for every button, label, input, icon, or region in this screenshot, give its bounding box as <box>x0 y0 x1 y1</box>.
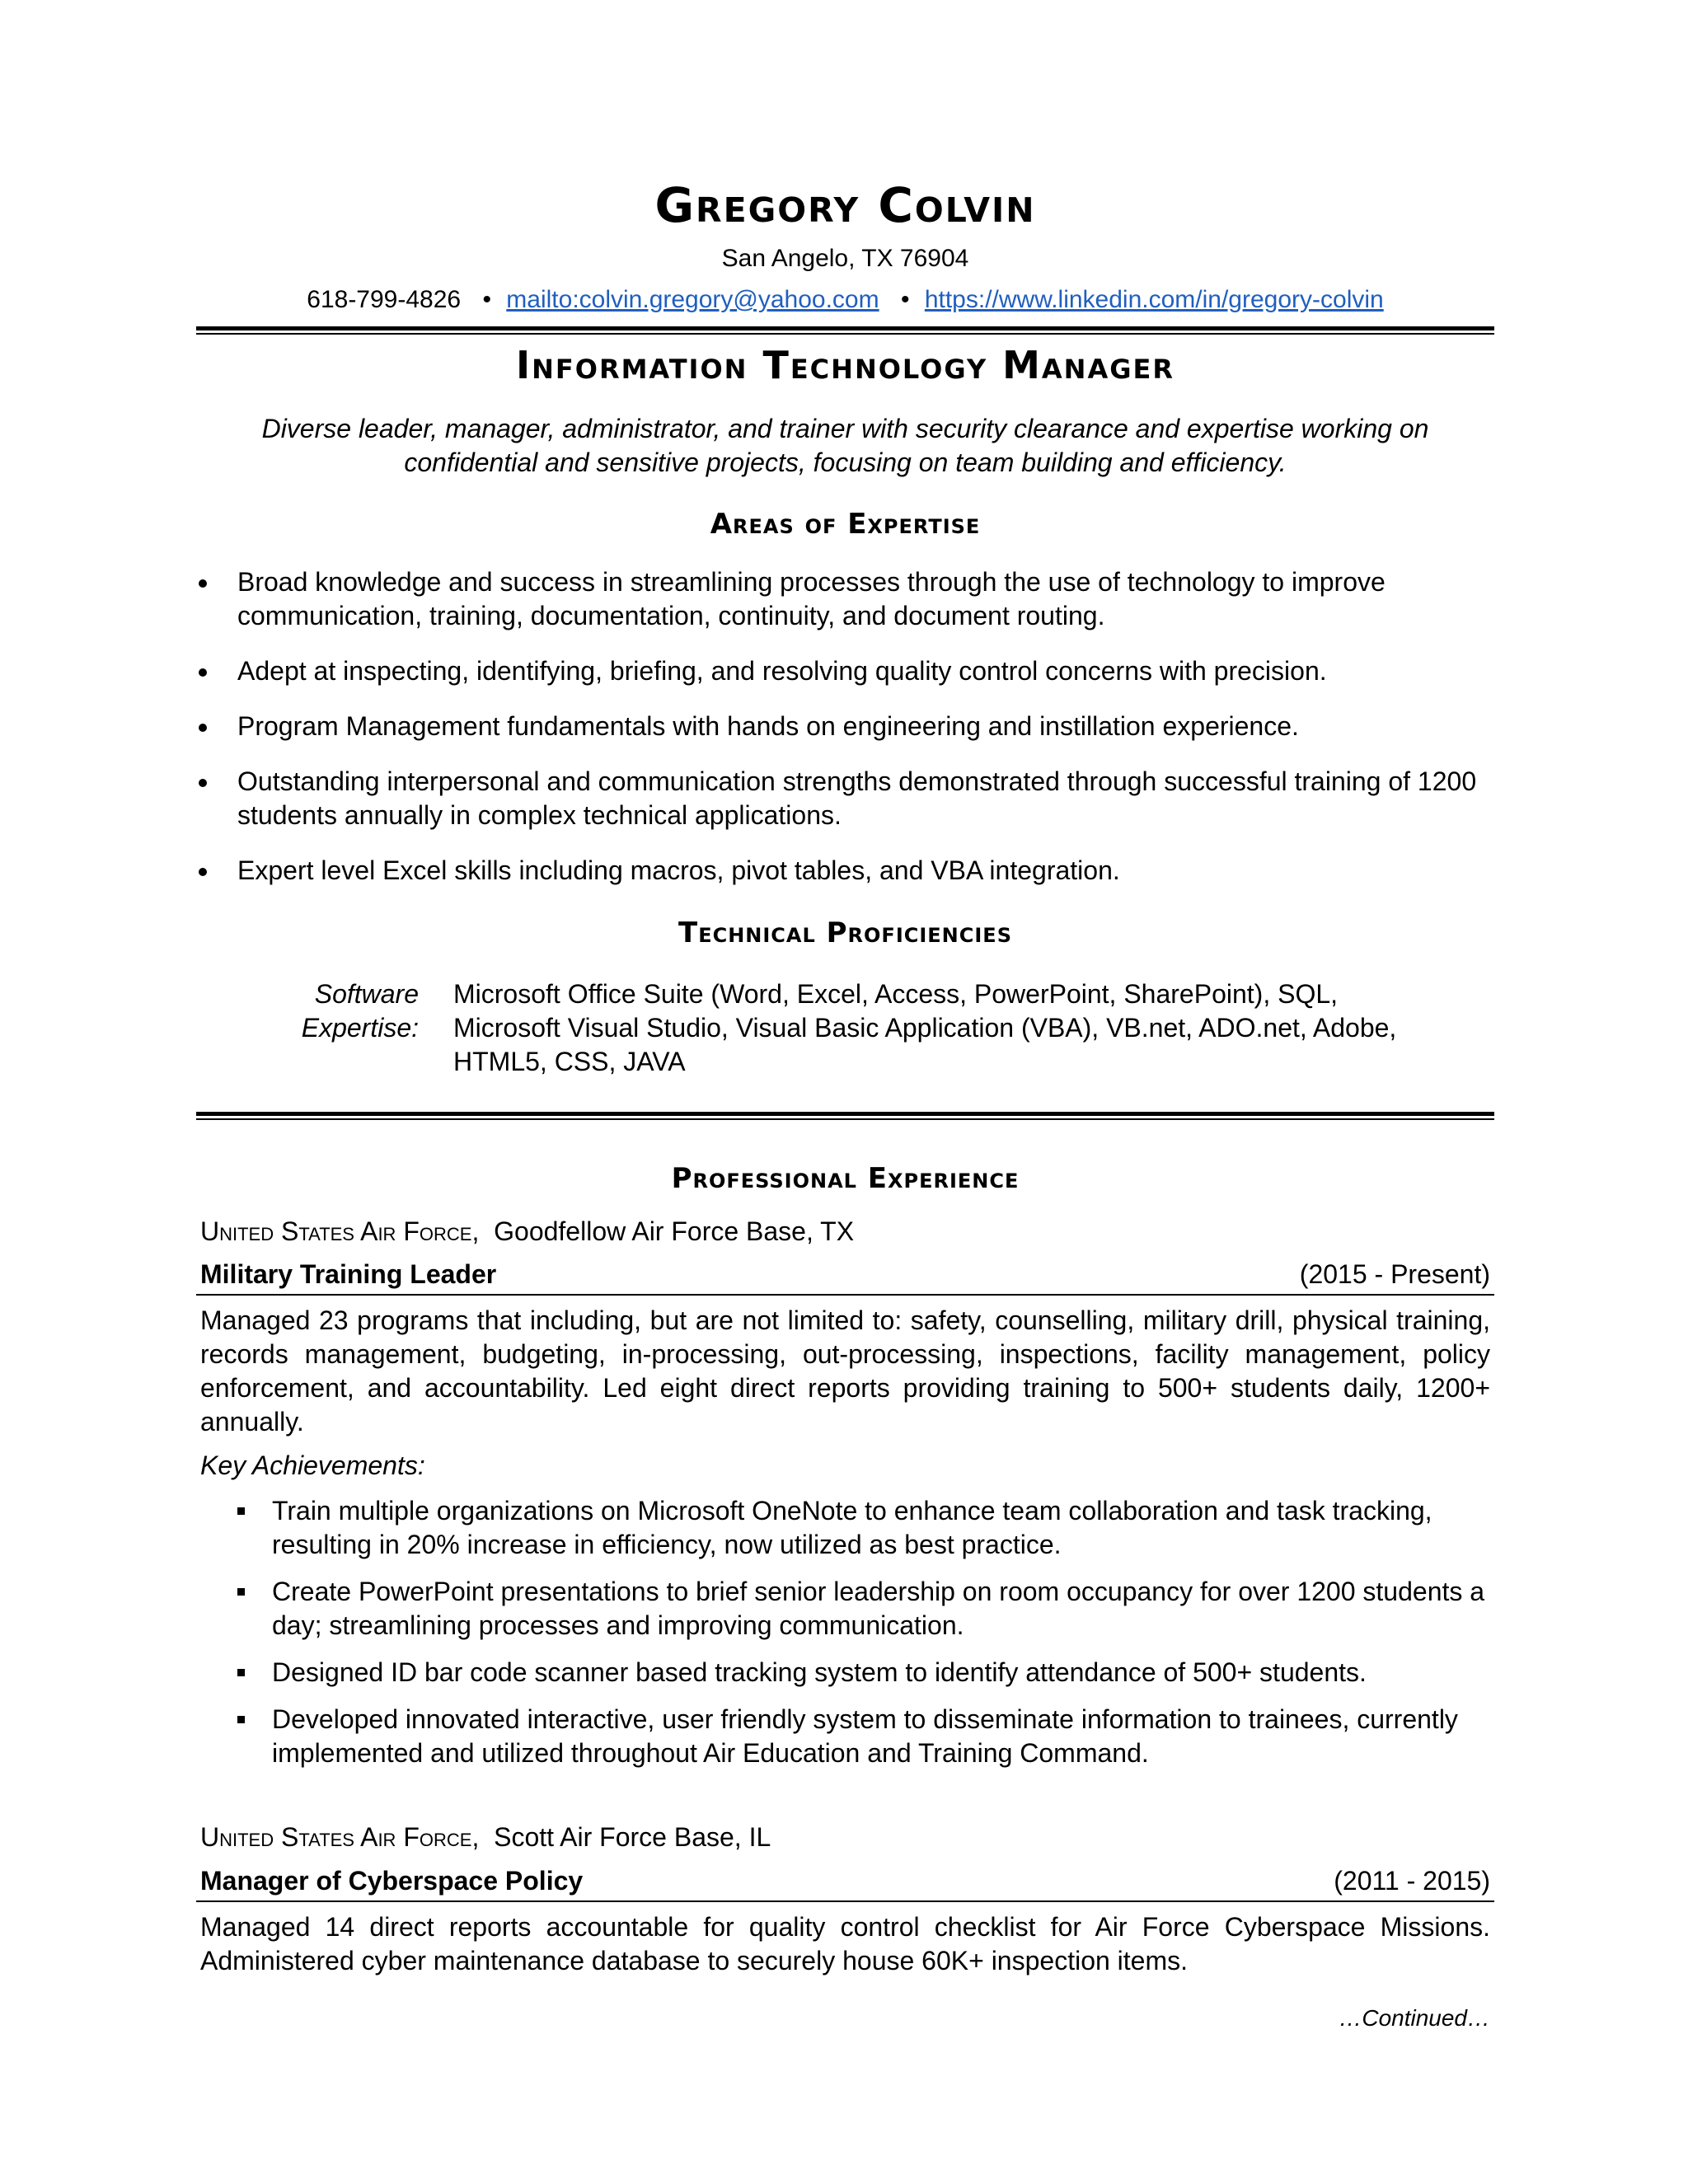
list-item-text: Developed innovated interactive, user friendly system to disseminate information to trainees, currently implemented and utilized throughout Air Education and Training Command. <box>272 1704 1458 1768</box>
list-item-text: Train multiple organizations on Microsoft OneNote to enhance team collaboration and task tracking, resulting in 20% increase in efficiency, now utilized as best practice. <box>272 1496 1432 1559</box>
job-employer: United States Air Force, Scott Air Force Base, IL <box>200 1822 771 1852</box>
technical-label-line: Expertise: <box>301 1013 419 1043</box>
job-description: Managed 14 direct reports accountable for quality control checklist for Air Force Cyberspace Missions. Administered cyber maintenance database to securely house 60K+ inspection items. <box>200 1912 1490 1975</box>
bullet-icon <box>199 868 207 876</box>
bullet-icon <box>199 579 207 588</box>
section-divider <box>196 1112 1494 1120</box>
role-divider <box>196 1900 1494 1902</box>
experience-heading: Professional Experience <box>671 1162 1020 1195</box>
list-item-text: Create PowerPoint presentations to brief senior leadership on room occupancy for over 1200 students a day; streamlining processes and improving communication. <box>272 1577 1485 1640</box>
list-item <box>196 1703 1494 1770</box>
square-bullet-icon <box>237 1716 245 1723</box>
header-divider <box>196 326 1494 335</box>
separator-bullet: • <box>900 286 910 313</box>
list-item-text: Outstanding interpersonal and communication strengths demonstrated through successful training of 1200 students annually in complex technical applications. <box>237 766 1477 830</box>
list-item <box>196 710 1494 743</box>
job-dates: (2011 - 2015) <box>1334 1866 1490 1896</box>
headline-title: Information Technology Manager <box>515 343 1175 387</box>
expertise-heading: Areas of Expertise <box>710 508 981 541</box>
role-divider <box>196 1294 1494 1296</box>
summary-line: confidential and sensitive projects, focusing on team building and efficiency. <box>404 448 1287 477</box>
contact-line <box>196 285 1494 315</box>
list-item-text: Adept at inspecting, identifying, briefing, and resolving quality control concerns with precision. <box>237 656 1327 686</box>
summary-text <box>196 412 1494 480</box>
list-item-text: Program Management fundamentals with hands on engineering and instillation experience. <box>237 711 1299 741</box>
list-item-text: Designed ID bar code scanner based tracking system to identify attendance of 500+ students. <box>272 1657 1367 1687</box>
job-description: Managed 23 programs that including, but are not limited to: safety, counselling, military drill, physical training, records management, budgeting, in-processing, out-processing, inspections, facility management, policy enforcement, and accountability. Led eight direct reports providing training to 500+ students daily, 1200+ annually. <box>200 1305 1490 1436</box>
technical-label <box>254 977 419 1045</box>
candidate-address: San Angelo, TX 76904 <box>721 245 969 272</box>
job-dates: (2015 - Present) <box>1299 1259 1490 1289</box>
list-item <box>196 654 1494 688</box>
bullet-icon <box>199 779 207 787</box>
candidate-name: Gregory Colvin <box>654 177 1036 233</box>
job-role-row <box>200 1258 1490 1290</box>
job-title: Manager of Cyberspace Policy <box>200 1866 584 1896</box>
square-bullet-icon <box>237 1669 245 1676</box>
bullet-icon <box>199 724 207 732</box>
technical-heading: Technical Proficiencies <box>678 916 1012 949</box>
expertise-list <box>196 565 1494 909</box>
list-item <box>196 1575 1494 1643</box>
email-link[interactable]: mailto:colvin.gregory@yahoo.com <box>506 286 879 313</box>
technical-value: Microsoft Office Suite (Word, Excel, Access, PowerPoint, SharePoint), SQL, Microsoft Visual Studio, Visual Basic Application (VBA), VB.net, ADO.net, Adobe, HTML5, CSS, JAVA <box>453 979 1397 1076</box>
list-item-text: Expert level Excel skills including macros, pivot tables, and VBA integration. <box>237 855 1120 885</box>
technical-label-line: Software <box>314 979 419 1009</box>
square-bullet-icon <box>237 1507 245 1515</box>
list-item <box>196 1494 1494 1562</box>
achievements-list <box>196 1494 1494 1783</box>
summary-line: Diverse leader, manager, administrator, and trainer with security clearance and expertise working on <box>261 414 1429 443</box>
job-role-row <box>200 1865 1490 1896</box>
list-item <box>196 854 1494 888</box>
list-item <box>196 765 1494 832</box>
job-employer: United States Air Force, Goodfellow Air Force Base, TX <box>200 1216 855 1246</box>
employer-location: Goodfellow Air Force Base, TX <box>494 1216 855 1246</box>
square-bullet-icon <box>237 1588 245 1596</box>
linkedin-link[interactable]: https://www.linkedin.com/in/gregory-colvin <box>924 286 1384 313</box>
list-item <box>196 1656 1494 1690</box>
employer-name: United States Air Force <box>200 1216 472 1246</box>
employer-name: United States Air Force <box>200 1822 472 1852</box>
bullet-icon <box>199 668 207 677</box>
job-title: Military Training Leader <box>200 1259 497 1289</box>
key-achievements-label: Key Achievements: <box>200 1451 425 1480</box>
phone-number: 618-799-4826 <box>307 286 462 313</box>
continued-note: …Continued… <box>1339 2005 1490 2031</box>
list-item <box>196 565 1494 633</box>
list-item-text: Broad knowledge and success in streamlining processes through the use of technology to improve communication, training, documentation, continuity, and document routing. <box>237 567 1386 630</box>
employer-location: Scott Air Force Base, IL <box>494 1822 771 1852</box>
separator-bullet: • <box>482 286 491 313</box>
